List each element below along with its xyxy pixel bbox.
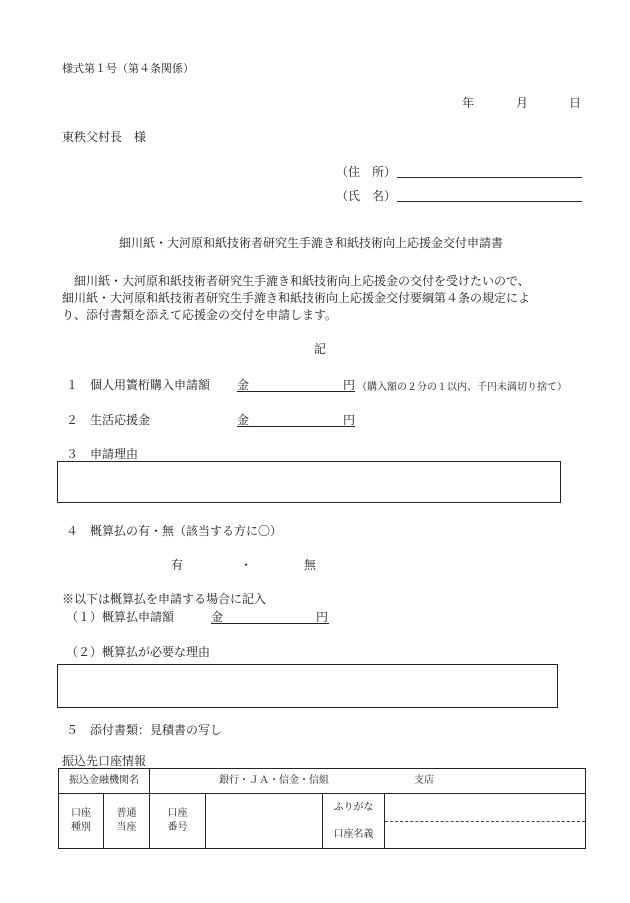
- item1-number: １: [66, 378, 79, 392]
- name-field[interactable]: [397, 201, 582, 202]
- account-type-label-line1: 口座: [71, 808, 91, 819]
- item4-label: 概算払の有・無（該当する方に〇）: [90, 524, 283, 538]
- intro-paragraph: [62, 273, 530, 324]
- account-name-field[interactable]: [385, 821, 585, 848]
- item2-yen: 円: [343, 413, 356, 427]
- account-name-cell: [385, 794, 586, 849]
- item5-number: ５: [66, 723, 79, 737]
- advance-amount-field[interactable]: [211, 623, 329, 624]
- option-separator: ・: [240, 558, 253, 572]
- advance-kin: 金: [211, 610, 224, 624]
- account-type-label-line2: 種別: [71, 822, 91, 833]
- item1-yen: 円: [343, 378, 356, 392]
- account-number-label: [150, 794, 206, 849]
- form-title: 細川紙・大河原和紙技術者研究生手漉き和紙技術向上応援金交付申請書: [119, 236, 504, 250]
- advance-yen: 円: [316, 610, 329, 624]
- advance-reason-label: （２）概算払が必要な理由: [66, 645, 211, 659]
- account-number-field[interactable]: [206, 794, 323, 849]
- name-label: （氏 名）: [336, 189, 397, 203]
- addressee: 東秩父村長 様: [62, 130, 147, 144]
- branch-label: 支店: [414, 775, 434, 786]
- date-month: 月: [516, 96, 529, 110]
- option-no[interactable]: 無: [304, 558, 317, 572]
- furigana-label: ふりがな: [333, 802, 374, 813]
- option-yes[interactable]: 有: [171, 558, 184, 572]
- item3-label: 申請理由: [90, 447, 139, 461]
- form-code: 様式第１号（第４条関係）: [62, 62, 194, 75]
- item2-number: ２: [66, 413, 79, 427]
- name-labels-cell: [323, 794, 385, 849]
- address-field[interactable]: [397, 177, 582, 178]
- furigana-field[interactable]: [385, 794, 585, 821]
- date-day: 日: [569, 96, 582, 110]
- bank-heading: 振込先口座情報: [62, 754, 147, 768]
- account-type-toza[interactable]: 当座: [116, 822, 137, 833]
- item1-label: 個人用簀桁購入申請額: [90, 378, 211, 392]
- item2-label: 生活応援金: [90, 413, 151, 427]
- bank-account-table: [58, 768, 586, 849]
- intro-line-3: り、添付書類を添えて応援金の交付を申請します。: [62, 308, 338, 322]
- institution-field[interactable]: [150, 769, 586, 794]
- account-number-label-line1: 口座: [167, 808, 188, 819]
- date-year: 年: [462, 96, 475, 110]
- account-type-label: [59, 794, 104, 849]
- institution-label: 振込金融機関名: [59, 769, 150, 794]
- account-type-futsu[interactable]: 普通: [116, 808, 137, 819]
- address-label: （住 所）: [336, 165, 397, 179]
- item2-amount-field[interactable]: [237, 426, 355, 427]
- reason-textbox[interactable]: [57, 461, 561, 503]
- item5-label: 添付書類：見積書の写し: [90, 723, 223, 737]
- account-number-label-line2: 番号: [167, 822, 188, 833]
- item2-kin: 金: [237, 413, 250, 427]
- account-name-label: 口座名義: [333, 829, 374, 840]
- item1-amount-field[interactable]: [237, 391, 355, 392]
- item3-number: ３: [66, 447, 79, 461]
- intro-line-2: 細川紙・大河原和紙技術者研究生手漉き和紙技術向上応援金交付要綱第４条の規定によ: [62, 291, 531, 305]
- item4-number: ４: [66, 524, 79, 538]
- account-type-options[interactable]: [104, 794, 150, 849]
- advance-note: ※以下は概算払を申請する場合に記入: [62, 592, 267, 606]
- item1-note: （購入額の２分の１以内、千円未満切り捨て）: [357, 382, 567, 393]
- advance-reason-textbox[interactable]: [57, 664, 558, 708]
- ki-heading: 記: [314, 342, 327, 356]
- advance-amount-label: （１）概算払申請額: [66, 610, 175, 624]
- item1-kin: 金: [237, 378, 250, 392]
- intro-line-1: 細川紙・大河原和紙技術者研究生手漉き和紙技術向上応援金の交付を受けたいので、: [62, 274, 530, 288]
- institution-types: 銀行・ＪＡ・信金・信組: [219, 775, 329, 786]
